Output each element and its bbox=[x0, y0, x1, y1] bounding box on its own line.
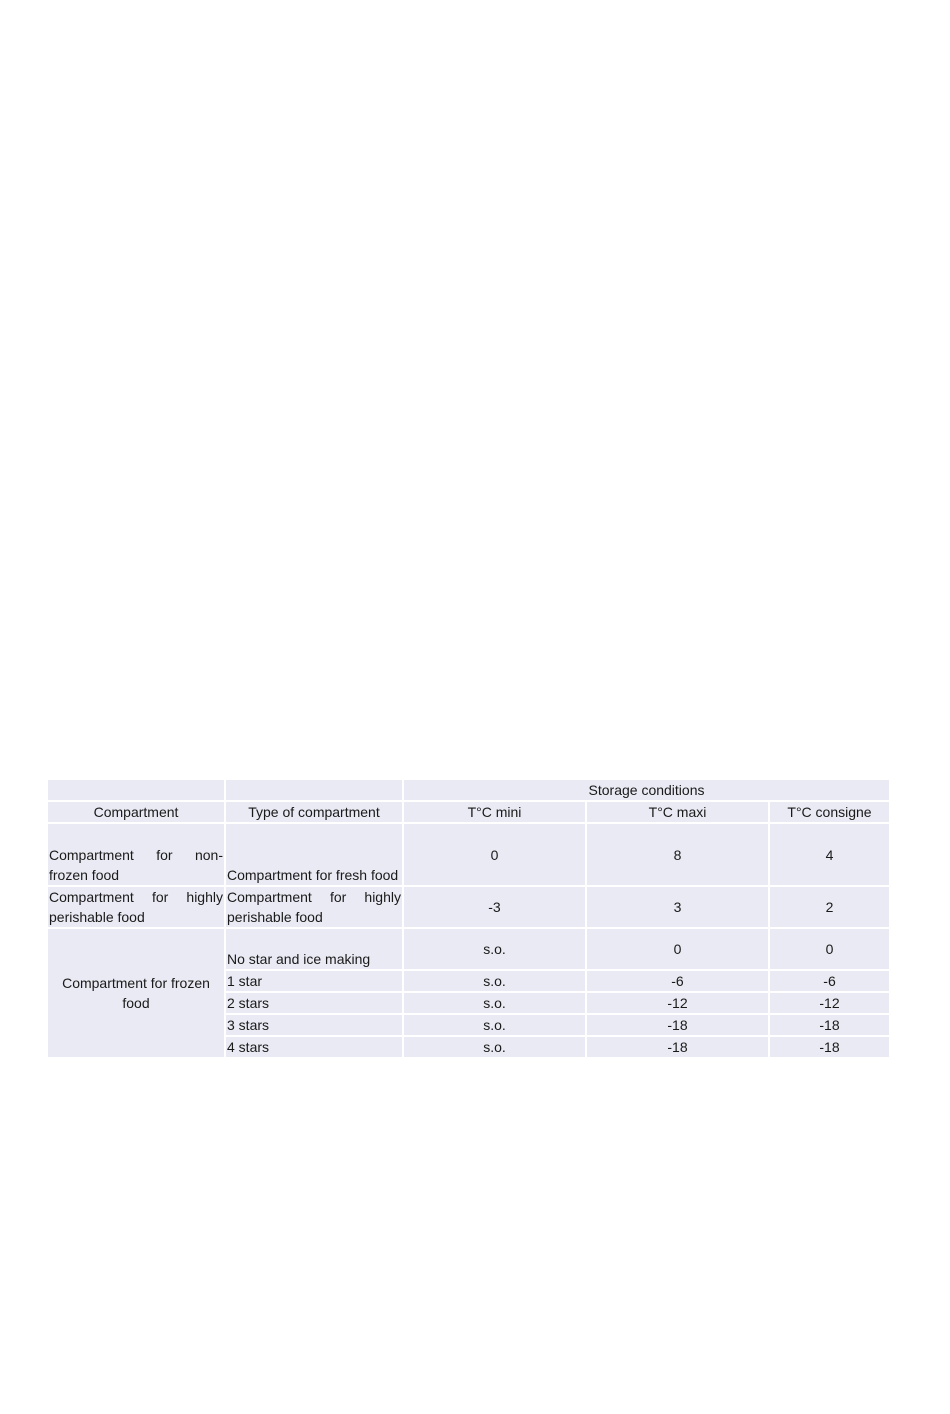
compartment-cell: Compartment for non-frozen food bbox=[48, 824, 224, 885]
tmin-cell: s.o. bbox=[404, 993, 585, 1013]
tset-cell: 2 bbox=[770, 887, 889, 927]
tset-header: T°C consigne bbox=[770, 802, 889, 822]
tset-cell: -18 bbox=[770, 1037, 889, 1057]
compartment-header: Compartment bbox=[48, 802, 224, 822]
type-cell: 3 stars bbox=[226, 1015, 402, 1035]
tset-cell: -12 bbox=[770, 993, 889, 1013]
tmax-cell: 8 bbox=[587, 824, 768, 885]
type-cell: 4 stars bbox=[226, 1037, 402, 1057]
tmax-cell: 3 bbox=[587, 887, 768, 927]
tset-cell: -18 bbox=[770, 1015, 889, 1035]
storage-conditions-table-wrapper bbox=[48, 780, 891, 1057]
type-cell: No star and ice making bbox=[226, 929, 402, 969]
tmax-header: T°C maxi bbox=[587, 802, 768, 822]
type-cell: Compartment for highly perishable food bbox=[227, 889, 401, 925]
storage-conditions-table bbox=[46, 778, 891, 1059]
table-row bbox=[48, 824, 889, 885]
tmax-cell: -18 bbox=[587, 1037, 768, 1057]
empty-header-cell bbox=[226, 780, 402, 800]
tmax-cell: -12 bbox=[587, 993, 768, 1013]
type-cell: 2 stars bbox=[226, 993, 402, 1013]
tmax-cell: -18 bbox=[587, 1015, 768, 1035]
table-row bbox=[48, 929, 889, 969]
empty-header-cell bbox=[48, 780, 224, 800]
tmax-cell: 0 bbox=[587, 929, 768, 969]
type-header: Type of compartment bbox=[226, 802, 402, 822]
header-row-group bbox=[48, 780, 889, 800]
tmin-cell: s.o. bbox=[404, 971, 585, 991]
compartment-cell: Compartment for frozen food bbox=[48, 929, 224, 1057]
type-cell: Compartment for fresh food bbox=[226, 824, 402, 885]
tmin-cell: s.o. bbox=[404, 929, 585, 969]
tmax-cell: -6 bbox=[587, 971, 768, 991]
tmin-cell: 0 bbox=[404, 824, 585, 885]
tmin-cell: s.o. bbox=[404, 1037, 585, 1057]
tmin-cell: s.o. bbox=[404, 1015, 585, 1035]
tmin-header: T°C mini bbox=[404, 802, 585, 822]
header-row bbox=[48, 802, 889, 822]
tset-cell: 4 bbox=[770, 824, 889, 885]
storage-conditions-header: Storage conditions bbox=[404, 780, 889, 800]
tset-cell: -6 bbox=[770, 971, 889, 991]
tmin-cell: -3 bbox=[404, 887, 585, 927]
type-cell: 1 star bbox=[226, 971, 402, 991]
table-row bbox=[48, 887, 889, 927]
tset-cell: 0 bbox=[770, 929, 889, 969]
compartment-cell: Compartment for highly perishable food bbox=[49, 889, 223, 925]
